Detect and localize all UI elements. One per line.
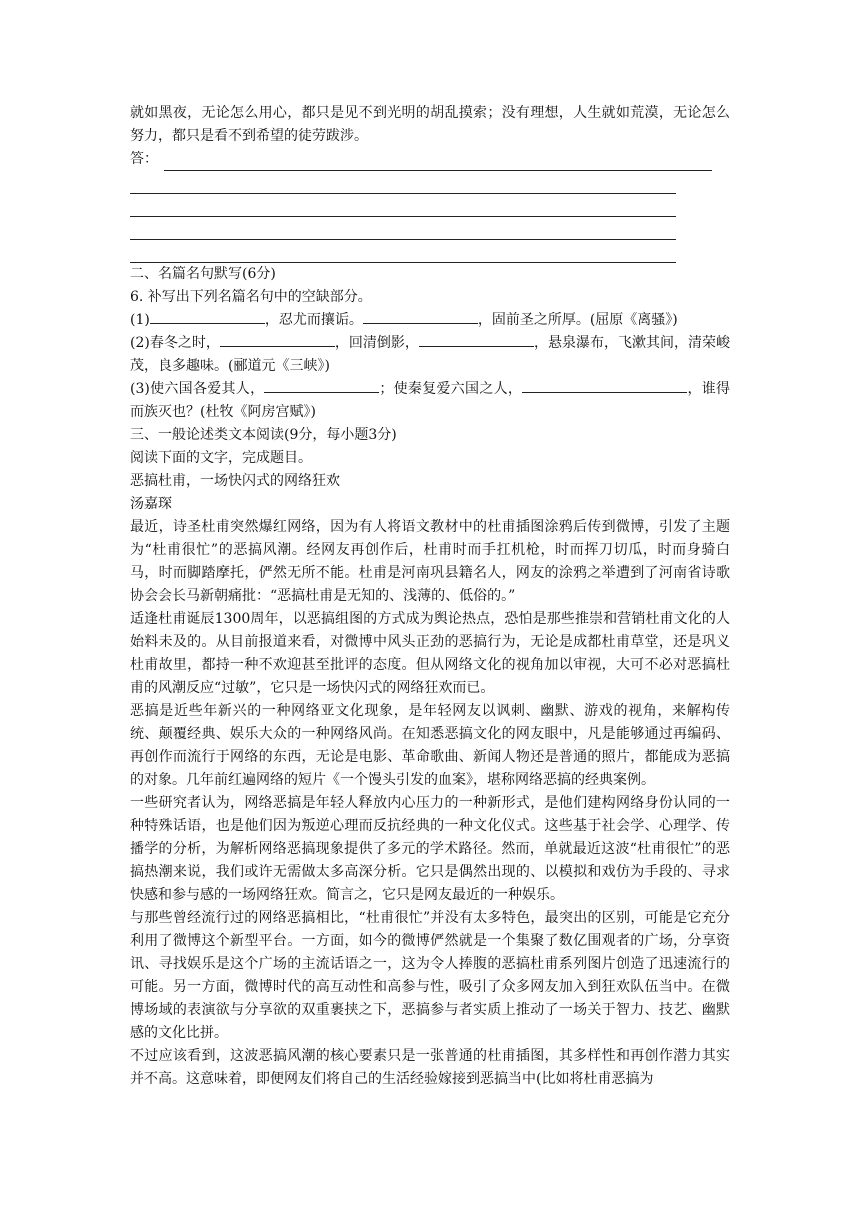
answer-rule-2-row bbox=[130, 171, 730, 194]
article-author: 汤嘉琛 bbox=[130, 496, 172, 512]
fill-blank[interactable] bbox=[264, 378, 379, 393]
answer-rule[interactable] bbox=[164, 154, 712, 171]
fill-blank[interactable] bbox=[522, 378, 687, 393]
fill-item-start: 春冬之时， bbox=[149, 335, 220, 351]
fill-item-3 bbox=[130, 378, 730, 424]
answer-rule-4-row bbox=[130, 217, 730, 240]
fill-item-start: 使六国各爱其人， bbox=[149, 381, 265, 397]
top-paragraph: 就如黑夜，无论怎么用心，都只是见不到光明的胡乱摸索；没有理想，人生就如荒漠，无论怎么努力，都只是看不到希望的徒劳跋涉。 bbox=[130, 105, 730, 144]
article-title: 恶搞杜甫，一场快闪式的网络狂欢 bbox=[130, 473, 340, 489]
section2-heading: 二、名篇名句默写(6分) bbox=[130, 266, 276, 282]
fill-item-mid: ；使秦复爱六国之人， bbox=[379, 381, 523, 397]
fill-item-mid: ，回清倒影， bbox=[334, 335, 419, 351]
fill-item-num: (1) bbox=[130, 312, 150, 328]
document-page bbox=[130, 102, 730, 1091]
answer-rule-5-row bbox=[130, 240, 730, 263]
answer-line bbox=[130, 148, 730, 171]
answer-rule[interactable] bbox=[130, 200, 676, 217]
article-paragraph: 最近，诗圣杜甫突然爆红网络，因为有人将语文教材中的杜甫插图涂鸦后传到微博，引发了主题为“杜甫很忙”的恶搞风潮。经网友再创作后，杜甫时而手扛机枪，时而挥刀切瓜，时而身骑白马，时而脚踏摩托，俨然无所不能。杜甫是河南巩县籍名人，网友的涂鸦之举遭到了河南省诗歌协会会长马新朝痛批：“恶搞杜甫是无知的、浅薄的、低俗的。” bbox=[130, 519, 730, 604]
article-paragraph: 一些研究者认为，网络恶搞是年轻人释放内心压力的一种新形式，是他们建构网络身份认同的一种特殊话语，也是他们因为叛逆心理而反抗经典的一种文化仪式。这些基于社会学、心理学、传播学的分析，为解析网络恶搞现象提供了多元的学术路径。然而，单就最近这波“杜甫很忙”的恶搞热潮来说，我们或许无需做太多高深分析。它只是偶然出现的、以模拟和戏仿为手段的、寻求快感和参与感的一场网络狂欢。简言之，它只是网友最近的一种娱乐。 bbox=[130, 795, 730, 903]
fill-item-1 bbox=[130, 309, 730, 332]
section3-instruction: 阅读下面的文字，完成题目。 bbox=[130, 450, 312, 466]
answer-rule[interactable] bbox=[130, 223, 676, 240]
article-paragraph: 恶搞是近些年新兴的一种网络亚文化现象，是年轻网友以讽刺、幽默、游戏的视角，来解构传统、颠覆经典、娱乐大众的一种网络风尚。在知悉恶搞文化的网友眼中，凡是能够通过再编码、再创作而流行于网络的东西，无论是电影、革命歌曲、新闻人物还是普通的照片，都能成为恶搞的对象。几年前红遍网络的短片《一个馒头引发的血案》，堪称网络恶搞的经典案例。 bbox=[130, 703, 730, 788]
fill-item-num: (2) bbox=[130, 335, 150, 351]
article-paragraph: 不过应该看到，这波恶搞风潮的核心要素只是一张普通的杜甫插图，其多样性和再创作潜力其实并不高。这意味着，即便网友们将自己的生活经验嫁接到恶搞当中(比如将杜甫恶搞为 bbox=[130, 1048, 730, 1087]
fill-item-mid: ，忍尤而攘诟。 bbox=[264, 312, 363, 328]
section3-heading: 三、一般论述类文本阅读(9分，每小题3分) bbox=[130, 427, 397, 443]
answer-rule[interactable] bbox=[130, 246, 676, 263]
fill-blank[interactable] bbox=[220, 332, 335, 347]
fill-item-end: ，固前圣之所厚。(屈原《离骚》) bbox=[477, 312, 678, 328]
answer-label: 答： bbox=[130, 151, 158, 167]
section2-question: 6. 补写出下列名篇名句中的空缺部分。 bbox=[130, 289, 372, 305]
fill-item-end: ，谁得而族灭也？(杜牧《阿房宫赋》) bbox=[130, 381, 731, 420]
article-paragraph: 适逢杜甫诞辰1300周年，以恶搞组图的方式成为舆论热点，恐怕是那些推崇和营销杜甫文化的人始料未及的。从目前报道来看，对微博中风头正劲的恶搞行为，无论是成都杜甫草堂，还是巩义杜甫故里，都持一种不欢迎甚至批评的态度。但从网络文化的视角加以审视，大可不必对恶搞杜甫的风潮反应“过敏”，它只是一场快闪式的网络狂欢而已。 bbox=[130, 611, 730, 696]
article-paragraph: 与那些曾经流行过的网络恶搞相比，“杜甫很忙”并没有太多特色，最突出的区别，可能是它充分利用了微博这个新型平台。一方面，如今的微博俨然就是一个集聚了数亿围观者的广场，分享资讯、寻找娱乐是这个广场的主流话语之一，这为令人捧腹的恶搞杜甫系列图片创造了迅速流行的可能。另一方面，微博时代的高互动性和高参与性，吸引了众多网友加入到狂欢队伍当中。在微博场域的表演欲与分享欲的双重裹挟之下，恶搞参与者实质上推动了一场关于智力、技艺、幽默感的文化比拼。 bbox=[130, 910, 730, 1041]
fill-item-num: (3) bbox=[130, 381, 150, 397]
fill-item-end: ，悬泉瀑布，飞漱其间，清荣峻茂，良多趣味。(郦道元《三峡》) bbox=[130, 335, 731, 374]
fill-blank[interactable] bbox=[419, 332, 534, 347]
fill-item-2 bbox=[130, 332, 730, 378]
fill-blank[interactable] bbox=[150, 309, 265, 324]
answer-rule[interactable] bbox=[130, 177, 676, 194]
fill-blank[interactable] bbox=[363, 309, 478, 324]
answer-rule-3-row bbox=[130, 194, 730, 217]
